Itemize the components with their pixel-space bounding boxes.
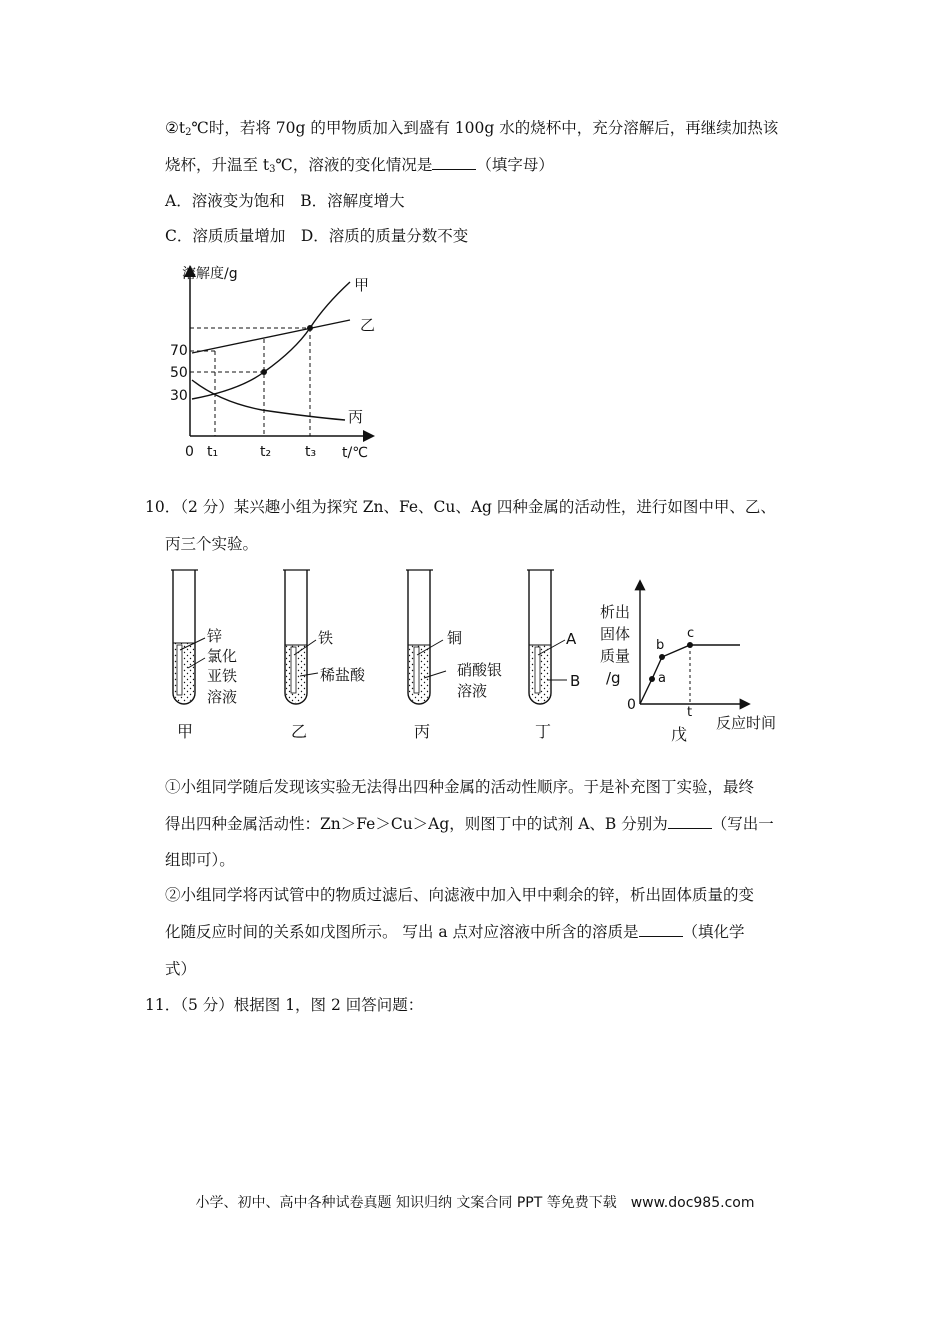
q10-sub1-line-3: 组即可）。	[165, 851, 235, 869]
wu-caption: 戊	[671, 725, 688, 744]
tube-bing-label-2: 硝酸银	[457, 661, 503, 679]
wu-point-a: a	[658, 671, 666, 686]
wu-origin: 0	[627, 697, 636, 713]
q9-line-1-sub: 2	[185, 127, 192, 138]
answer-blank	[432, 155, 476, 170]
wu-ylabel-1: 析出	[600, 603, 631, 621]
q9-line-2-pre: 烧杯，升温至 t	[165, 156, 270, 174]
q10-line-1: 10．（2 分）某兴趣小组为探究 Zn、Fe、Cu、Ag 四种金属的活动性，进行如图中甲、乙、	[145, 498, 776, 516]
y-tick-70: 70	[170, 343, 188, 359]
curve-label-jia: 甲	[354, 276, 370, 294]
experiment-figure	[160, 562, 800, 752]
q10-sub2-line-2-pre: 化随反应时间的关系如戊图所示。 写出 a 点对应溶液中所含的溶质是	[165, 923, 639, 941]
tube-yi-label-acid: 稀盐酸	[320, 666, 366, 684]
tube-jia-label-4: 溶液	[207, 688, 238, 706]
tube-yi-caption: 乙	[291, 722, 308, 741]
tube-jia-caption: 甲	[177, 722, 194, 741]
q10-sub1-line-2	[165, 814, 774, 834]
curve-jia	[192, 282, 350, 399]
x-axis-label: t/℃	[342, 445, 368, 461]
intersection-point-t2	[261, 369, 267, 375]
tube-ding-caption: 丁	[535, 722, 552, 741]
wu-point-b: b	[656, 638, 665, 653]
q9-line-1	[165, 118, 778, 143]
origin-label: 0	[185, 444, 194, 460]
tube-ding	[527, 570, 567, 704]
x-tick-t2: t₂	[260, 444, 272, 460]
q10-sub2-line-2-post: （填化学	[682, 923, 745, 941]
tube-bing-label-3: 溶液	[457, 682, 488, 700]
tube-jia-label-3: 亚铁	[207, 667, 238, 685]
x-tick-t1: t₁	[207, 444, 219, 460]
q10-sub2-line-1: ②小组同学将丙试管中的物质过滤后、向滤液中加入甲中剩余的锌，析出固体质量的变	[165, 886, 755, 904]
wu-ylabel-2: 固体	[600, 625, 631, 643]
y-tick-30: 30	[170, 388, 188, 404]
y-tick-50: 50	[170, 365, 188, 381]
q11-line-1: 11．（5 分）根据图 1，图 2 回答问题：	[145, 996, 424, 1014]
y-axis-label: 溶解度/g	[182, 266, 238, 282]
guide-lines	[190, 328, 310, 436]
wu-ylabel-3: 质量	[600, 647, 631, 665]
q9-line-1-post: ℃时，若将 70g 的甲物质加入到盛有 100g 水的烧杯中，充分溶解后，再继续加热该	[191, 119, 779, 137]
q9-line-2-mid: ℃，溶液的变化情况是	[275, 156, 433, 174]
curve-label-bing: 丙	[348, 408, 364, 426]
wu-xlabel: 反应时间	[716, 714, 777, 732]
tube-jia-label-2: 氯化	[207, 647, 238, 665]
solubility-chart	[160, 258, 400, 468]
x-tick-t3: t₃	[305, 444, 317, 460]
tube-jia-label-zinc: 锌	[207, 627, 223, 645]
tube-yi-label-iron: 铁	[318, 629, 334, 647]
curve-label-yi: 乙	[360, 316, 376, 334]
q9-line-2-post: （填字母）	[476, 156, 554, 174]
q9-line-2-sub: 3	[269, 164, 276, 175]
tube-bing-label-copper: 铜	[447, 629, 463, 647]
q9-options-ab: A．溶液变为饱和 B．溶解度增大	[165, 192, 405, 210]
q9-line-2	[165, 155, 554, 180]
page-footer: 小学、初中、高中各种试卷真题 知识归纳 文案合同 PPT 等免费下载 www.doc985.com	[195, 1195, 755, 1211]
q9-line-1-pre: ②t	[165, 119, 186, 137]
q9-options-cd: C．溶质质量增加 D．溶质的质量分数不变	[165, 227, 469, 245]
q10-sub1-line-2-pre: 得出四种金属活动性：Zn＞Fe＞Cu＞Ag，则图丁中的试剂 A、B 分别为	[165, 815, 668, 833]
wu-point-c: c	[687, 626, 695, 641]
answer-blank	[639, 922, 683, 937]
tube-bing-caption: 丙	[414, 722, 431, 741]
tube-ding-label-a: A	[566, 630, 577, 648]
q10-sub1-line-2-post: （写出一	[711, 815, 774, 833]
tube-ding-label-b: B	[570, 672, 581, 690]
intersection-point-t3	[307, 325, 313, 331]
q10-sub2-line-3: 式）	[165, 960, 197, 978]
wu-x-tick-t: t	[687, 705, 693, 720]
wu-ylabel-4: /g	[606, 669, 621, 687]
tube-yi	[283, 570, 318, 704]
q10-sub1-line-1: ①小组同学随后发现该实验无法得出四种金属的活动性顺序。于是补充图丁实验，最终	[165, 778, 755, 796]
q10-line-2: 丙三个实验。	[165, 535, 259, 553]
tube-bing	[406, 570, 446, 704]
q10-sub2-line-2	[165, 922, 745, 942]
curve-yi	[192, 320, 350, 353]
answer-blank	[668, 814, 712, 829]
tube-jia	[171, 570, 205, 704]
